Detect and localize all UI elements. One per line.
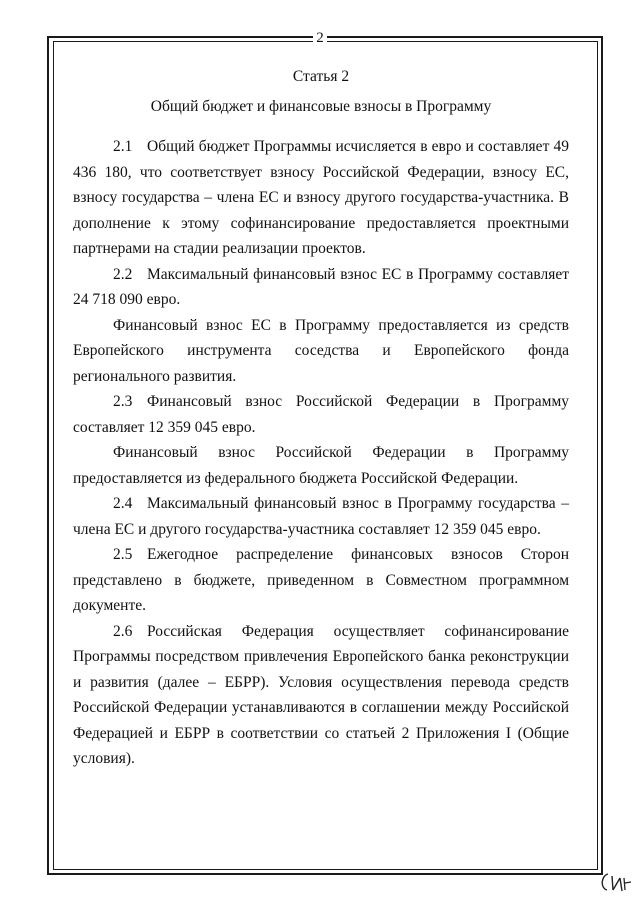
paragraph-text: Российская Федерация осуществляет софинансирование Программы посредством привлечения Европейского банка реконструкции и развития (далее – ЕБРР). Условия осуществления перевода средств Российской Федерации устанавливаются в соглашении между Российской Федерацией и ЕБРР в соответствии со статьей 2 Приложения I (Общие условия). xyxy=(73,622,569,767)
page-number xyxy=(0,30,640,46)
paragraph-text: Финансовый взнос ЕС в Программу предоставляется из средств Европейского инструмента соседства и Европейского фонда регионального развития. xyxy=(73,316,569,385)
paragraph-number: 2.4 xyxy=(113,495,133,512)
paragraph-2-3-cont xyxy=(73,440,569,491)
paragraph-number: 2.6 xyxy=(113,622,133,640)
paragraph-text: Максимальный финансовый взнос ЕС в Программу составляет 24 718 090 евро. xyxy=(73,265,569,308)
article-subtitle: Общий бюджет и финансовые взносы в Программу xyxy=(150,98,492,115)
paragraph-number: 2.3 xyxy=(113,393,133,410)
paragraph-text: Ежегодное распределение финансовых взносов Сторон представлено в бюджете, приведенном в Совместном программном документе. xyxy=(73,546,569,614)
article-title: Статья 2 xyxy=(292,68,350,85)
document-body xyxy=(73,66,569,772)
paragraph-2-4 xyxy=(73,491,569,542)
paragraph-2-3 xyxy=(73,389,569,440)
paragraph-2-6 xyxy=(73,619,569,772)
paragraph-2-5 xyxy=(73,542,569,619)
paragraph-text: Финансовый взнос Российской Федерации в Программу составляет 12 359 045 евро. xyxy=(73,393,569,436)
paragraph-text: Общий бюджет Программы исчисляется в евро и составляет 49 436 180, что соответствует взносу Российской Федерации, взносу ЕС, взносу государства – члена ЕС и взносу другого государства-участника. В дополнение к этому софинансирование предоставляется проектными партнерами на стадии реализации проектов. xyxy=(73,138,569,257)
paragraph-number: 2.1 xyxy=(113,138,133,155)
handwritten-initials-signature xyxy=(598,866,634,896)
paragraph-2-2-cont xyxy=(73,313,569,390)
page-number-text: 2 xyxy=(313,30,327,46)
paragraph-number: 2.5 xyxy=(113,546,133,563)
paragraph-text: Максимальный финансовый взнос в Программу государства – члена ЕС и другого государства-участника составляет 12 359 045 евро. xyxy=(73,495,569,538)
paragraph-text: Финансовый взнос Российской Федерации в Программу предоставляется из федерального бюджета Российской Федерации. xyxy=(73,444,569,487)
paragraph-number: 2.2 xyxy=(113,265,133,283)
paragraph-2-2 xyxy=(73,262,569,313)
paragraph-2-1 xyxy=(73,134,569,262)
